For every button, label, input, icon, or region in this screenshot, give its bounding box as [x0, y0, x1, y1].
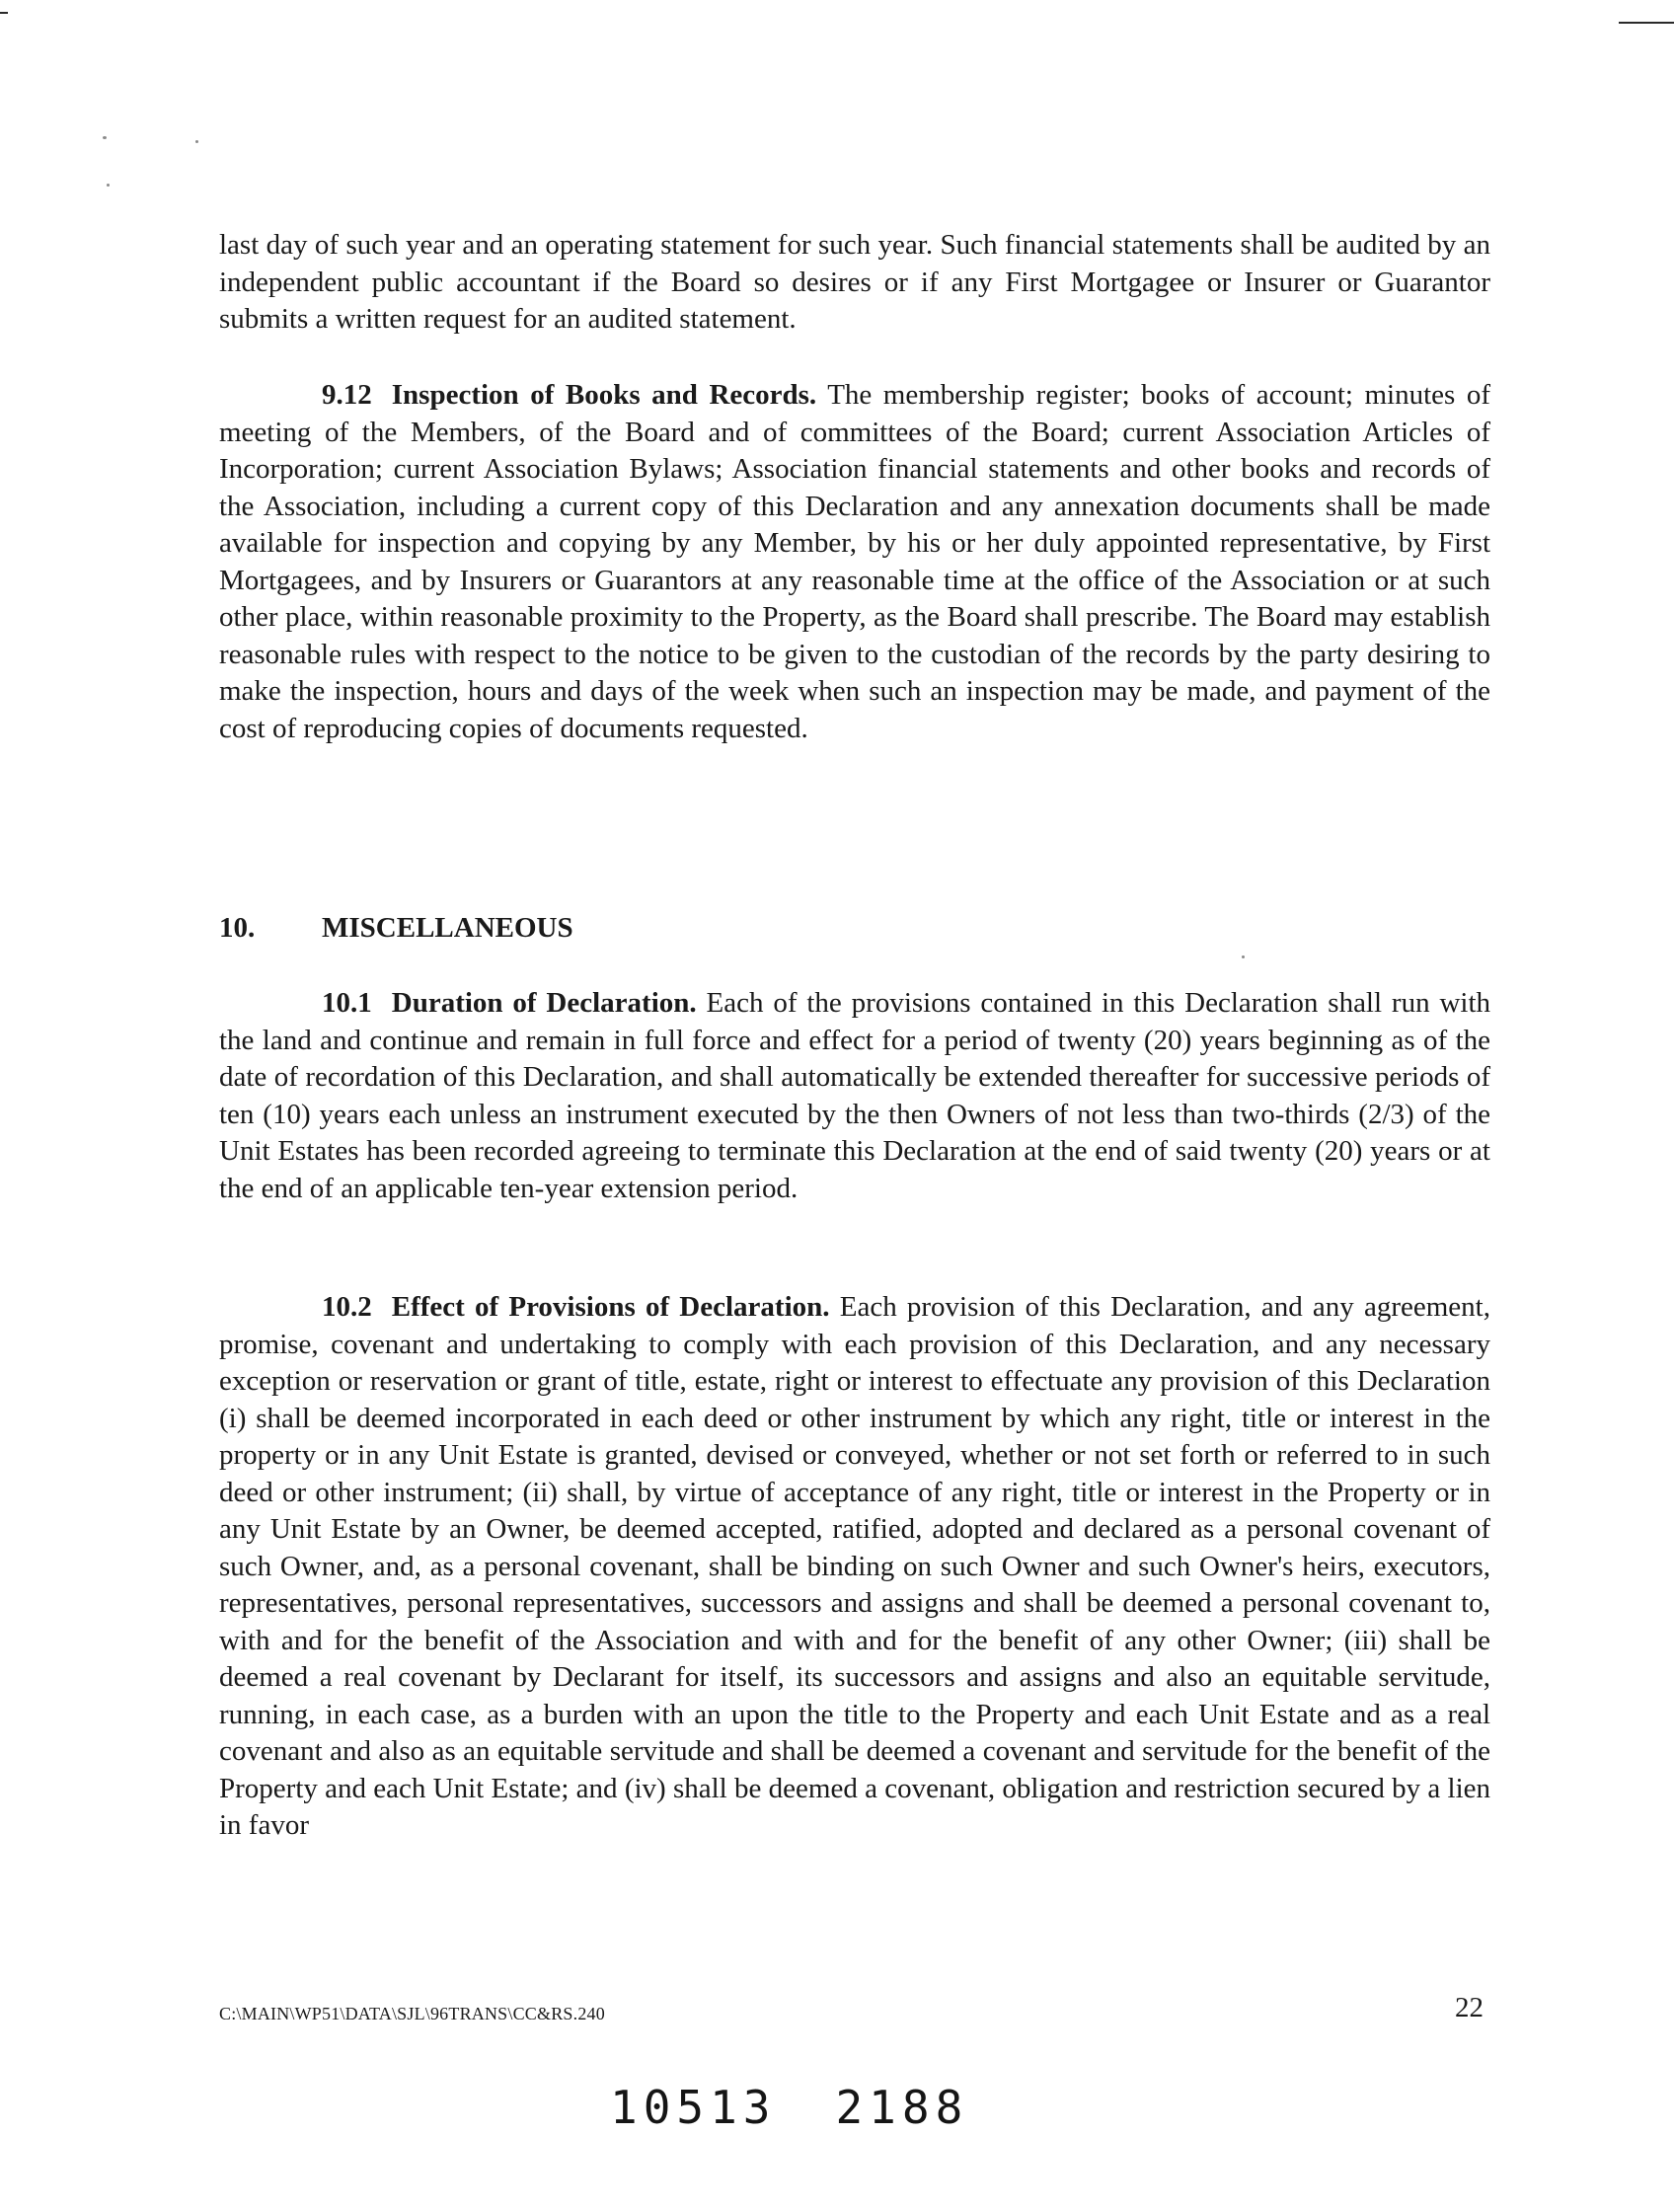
section-body: Each provision of this Declaration, and any agreement, promise, covenant and undertaking to comply with each provision of this Declaration, and any necessary exception or reservation or grant of title, estate, right or interest to effectuate any provision of this Declaration (i) shall be deemed incorporated in each deed or other instrument by which any right, title or interest in the property or in any Unit Estate is granted, devised or conveyed, whether or not set forth or referred to in such deed or other instrument; (ii) shall, by virtue of acceptance of any right, title or interest in the Property or in any Unit Estate by an Owner, be deemed accepted, ratified, adopted and declared as a personal covenant of such Owner, and, as a personal covenant, shall be binding on such Owner and such Owner's heirs, executors, representatives, personal representatives, successors and assigns and shall be deemed a personal covenant to, with and for the benefit of the Association and with and for the benefit of any other Owner; (iii) shall be deemed a real covenant by Declarant for itself, its successors and assigns and also an equitable servitude, running, in each case, as a burden with an upon the title to the Property and each Unit Estate and as a real covenant and also as an equitable servitude and shall be deemed a covenant and servitude for the benefit of the Property and each Unit Estate; and (iv) shall be deemed a covenant, obligation and restriction secured by a lien in favor	[219, 1291, 1490, 1841]
scan-edge-mark-right	[1619, 22, 1674, 24]
section-number: 10.2	[322, 1291, 372, 1323]
scan-speck	[195, 140, 198, 143]
scan-speck	[107, 184, 110, 187]
section-heading: Effect of Provisions of Declaration.	[391, 1291, 830, 1323]
scan-speck	[1242, 955, 1245, 958]
section-10-heading	[219, 910, 573, 948]
recording-stamp	[610, 2081, 968, 2134]
section-body: The membership register; books of account; minutes of meeting of the Members, of the Board and of committees of the Board; current Association Articles of Incorporation; current Association Bylaws; Association financial statements and other books and records of the Association, including a current copy of this Declaration and any annexation documents shall be made available for inspection and copying by any Member, by his or her duly appointed representative, by First Mortgagees, and by Insurers or Guarantors at any reasonable time at the office of the Association or at such other place, within reasonable proximity to the Property, as the Board shall prescribe. The Board may establish reasonable rules with respect to the notice to be given to the custodian of the records by the party desiring to make the inspection, hours and days of the week when such an inspection may be made, and payment of the cost of reproducing copies of documents requested.	[219, 379, 1490, 744]
section-10-1	[219, 985, 1490, 1207]
opening-paragraph-block	[219, 227, 1490, 339]
section-title: MISCELLANEOUS	[322, 912, 573, 944]
section-heading: Duration of Declaration.	[391, 987, 697, 1019]
section-heading: Inspection of Books and Records.	[391, 379, 817, 411]
section-10-2	[219, 1289, 1490, 1845]
section-number: 10.	[219, 912, 256, 944]
opening-paragraph: last day of such year and an operating statement for such year. Such financial statements shall be audited by an independent public accountant if the Board so desires or if any First Mortgagee or Insurer or Guarantor submits a written request for an audited statement.	[219, 229, 1490, 335]
scan-edge-mark-left	[0, 12, 8, 14]
section-number: 10.1	[322, 987, 372, 1019]
section-number: 9.12	[322, 379, 372, 411]
footer-file-path: C:\MAIN\WP51\DATA\SJL\96TRANS\CC&RS.240	[219, 2004, 605, 2023]
section-9-12	[219, 377, 1490, 747]
scan-speck	[103, 136, 107, 139]
section-body: Each of the provisions contained in this Declaration shall run with the land and continue and remain in full force and effect for a period of twenty (20) years beginning as of the date of recordation of this Declaration, and shall automatically be extended thereafter for successive periods of ten (10) years each unless an instrument executed by the then Owners of not less than two-thirds (2/3) of the Unit Estates has been recorded agreeing to terminate this Declaration at the end of said twenty (20) years or at the end of an applicable ten-year extension period.	[219, 987, 1490, 1204]
page-number: 22	[1455, 1992, 1484, 2023]
recording-page-number: 2188	[835, 2081, 969, 2134]
recording-book-number: 10513	[610, 2081, 777, 2134]
